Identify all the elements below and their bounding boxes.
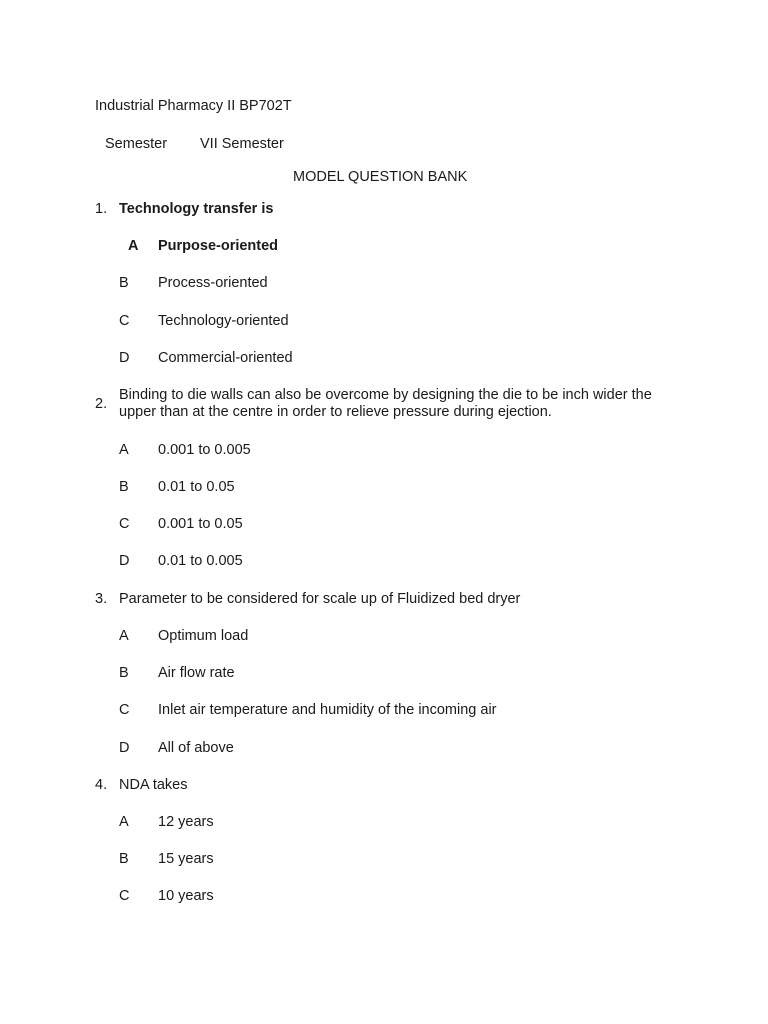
option-d [119, 740, 519, 760]
option-text: 15 years [158, 851, 214, 867]
option-b [119, 851, 519, 871]
option-text: Purpose-oriented [158, 238, 279, 254]
option-a [119, 628, 519, 648]
option-a [119, 238, 519, 258]
option-letter: C [119, 702, 130, 718]
option-b [119, 479, 519, 499]
question-text: NDA takes [119, 777, 188, 793]
option-letter: D [119, 553, 130, 569]
option-text: Inlet air temperature and humidity of the incoming air [158, 702, 497, 718]
option-text: 0.01 to 0.005 [158, 553, 243, 569]
option-letter: C [119, 516, 130, 532]
option-letter: D [119, 740, 130, 756]
option-text: Process-oriented [158, 275, 268, 291]
question-number: 3. [95, 591, 108, 607]
option-text: Optimum load [158, 628, 249, 644]
option-letter: A [119, 628, 129, 644]
option-text: Air flow rate [158, 665, 235, 681]
option-c [119, 702, 519, 722]
question-number: 2. [95, 396, 108, 412]
option-text: 0.001 to 0.005 [158, 442, 251, 458]
option-text: All of above [158, 740, 234, 756]
option-letter: B [119, 479, 129, 495]
option-text: Commercial-oriented [158, 350, 293, 366]
option-letter: A [119, 442, 129, 458]
option-text: Technology-oriented [158, 313, 289, 329]
semester-label: Semester [105, 136, 168, 152]
question-text: Binding to die walls can also be overcome by designing the die to be inch wider the upper than at the centre in order to relieve pressure during ejection. [119, 387, 652, 420]
question-number: 1. [95, 201, 108, 217]
question-text: Parameter to be considered for scale up of Fluidized bed dryer [119, 591, 521, 607]
option-a [119, 814, 519, 834]
option-c [119, 888, 519, 908]
option-a [119, 442, 519, 462]
option-letter: B [119, 665, 129, 681]
option-letter: A [128, 238, 139, 254]
question-text: Technology transfer is [119, 201, 274, 217]
option-text: 0.01 to 0.05 [158, 479, 235, 495]
option-c [119, 313, 519, 333]
option-text: 0.001 to 0.05 [158, 516, 243, 532]
document-title: Industrial Pharmacy II BP702T [95, 98, 292, 114]
semester-value: VII Semester [200, 136, 284, 152]
option-b [119, 665, 519, 685]
option-letter: C [119, 888, 130, 904]
option-letter: D [119, 350, 130, 366]
option-text: 10 years [158, 888, 214, 904]
option-c [119, 516, 519, 536]
option-b [119, 275, 519, 295]
option-d [119, 350, 519, 370]
option-d [119, 553, 519, 573]
page-heading: MODEL QUESTION BANK [293, 169, 468, 185]
option-letter: B [119, 275, 129, 291]
option-letter: A [119, 814, 129, 830]
option-letter: B [119, 851, 129, 867]
question-number: 4. [95, 777, 108, 793]
option-text: 12 years [158, 814, 214, 830]
option-letter: C [119, 313, 130, 329]
